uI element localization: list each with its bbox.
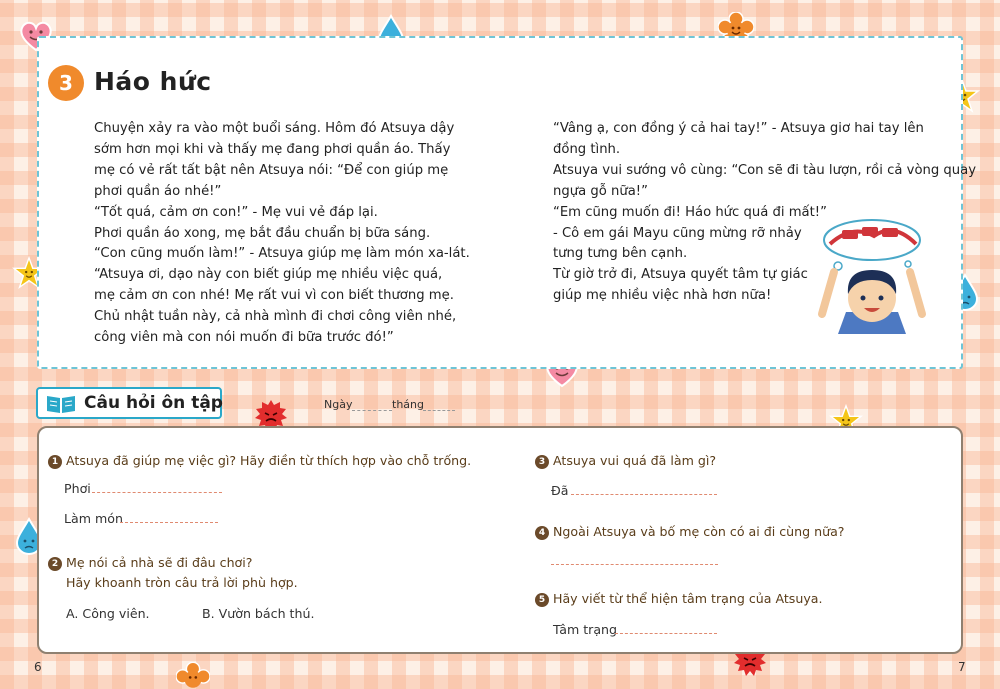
story-line: ngựa gỗ nữa!” [553, 183, 648, 199]
question-text: Atsuya vui quá đã làm gì? [553, 453, 717, 468]
story-line: công viên mà con nói muốn đi bữa trước đó!” [94, 330, 394, 346]
story-number-badge: 3 [48, 65, 84, 101]
question-1 [48, 453, 471, 469]
page-number-left: 6 [34, 660, 42, 674]
excited-boy-illustration [812, 214, 932, 334]
story-line: “Con cũng muốn làm!” - Atsuya giúp mẹ làm món xa-lát. [94, 246, 470, 262]
question-text: Atsuya đã giúp mẹ việc gì? Hãy điền từ thích hợp vào chỗ trống. [66, 453, 472, 468]
review-header [36, 387, 222, 419]
option-b[interactable]: B. Vườn bách thú. [202, 606, 315, 621]
open-book-icon [45, 394, 77, 414]
question-text: Hãy viết từ thể hiện tâm trạng của Atsuya. [553, 591, 823, 606]
answer-blank[interactable] [92, 492, 222, 493]
question-3 [535, 453, 716, 469]
question-number-badge: 4 [535, 526, 549, 540]
story-line: Chủ nhật tuần này, cả nhà mình đi chơi công viên nhé, [94, 309, 457, 325]
story-line: - Cô em gái Mayu cũng mừng rỡ nhảy [553, 225, 802, 241]
answer-blank[interactable] [551, 564, 718, 565]
question-number-badge: 2 [48, 557, 62, 571]
answer-blank[interactable] [615, 633, 717, 634]
story-line: sớm hơn mọi khi và thấy mẹ đang phơi quần áo. Thấy [94, 141, 451, 157]
flower-face-icon [176, 662, 210, 689]
question-number-badge: 5 [535, 593, 549, 607]
answer-label: Phơi [64, 481, 91, 496]
story-line: Chuyện xảy ra vào một buổi sáng. Hôm đó Atsuya dậy [94, 121, 455, 136]
question-5 [535, 591, 823, 607]
story-line: giúp mẹ nhiều việc nhà hơn nữa! [553, 288, 772, 304]
question-number-badge: 1 [48, 455, 62, 469]
story-line: “Atsuya ơi, dạo này con biết giúp mẹ nhiều việc quá, [94, 267, 443, 283]
question-text: Mẹ nói cả nhà sẽ đi đâu chơi? [66, 555, 253, 570]
answer-label: Tâm trạng [553, 622, 618, 637]
page-number-right: 7 [958, 660, 966, 674]
answer-label: Đã [551, 483, 569, 498]
story-line: Từ giờ trở đi, Atsuya quyết tâm tự giác [553, 267, 808, 283]
story-title: Háo hức [94, 67, 212, 96]
answer-label: Làm món [64, 511, 123, 526]
date-day-blank[interactable] [352, 410, 392, 411]
question-2-instruction: Hãy khoanh tròn câu trả lời phù hợp. [66, 575, 298, 590]
story-line: tưng tưng bên cạnh. [553, 246, 688, 262]
story-line: “Vâng ạ, con đồng ý cả hai tay!” - Atsuya giơ hai tay lên [553, 121, 924, 136]
question-4 [535, 524, 845, 540]
story-line: đồng tình. [553, 141, 621, 157]
answer-blank[interactable] [120, 522, 218, 523]
story-line: “Em cũng muốn đi! Háo hức quá đi mất!” [553, 204, 827, 220]
date-month-label: tháng [392, 398, 424, 411]
story-line: mẹ cảm ơn con nhé! Mẹ rất vui vì con biết thương mẹ. [94, 288, 454, 304]
question-2 [48, 555, 252, 571]
option-a[interactable]: A. Công viên. [66, 606, 150, 621]
story-line: “Tốt quá, cảm ơn con!” - Mẹ vui vẻ đáp lại. [94, 204, 378, 220]
story-line: Phơi quần áo xong, mẹ bắt đầu chuẩn bị bữa sáng. [94, 225, 431, 241]
question-text: Ngoài Atsuya và bố mẹ còn có ai đi cùng nữa? [553, 524, 845, 539]
date-month-blank[interactable] [423, 410, 455, 411]
review-title: Câu hỏi ôn tập [84, 393, 223, 413]
story-line: mẹ có vẻ rất tất bật nên Atsuya nói: “Để con giúp mẹ [94, 162, 449, 178]
question-number-badge: 3 [535, 455, 549, 469]
answer-blank[interactable] [571, 494, 717, 495]
story-line: Atsuya vui sướng vô cùng: “Con sẽ đi tàu lượn, rồi cả vòng quay [553, 162, 977, 178]
date-day-label: Ngày [324, 398, 353, 411]
story-text-left [94, 119, 470, 349]
story-line: phơi quần áo nhé!” [94, 183, 222, 199]
